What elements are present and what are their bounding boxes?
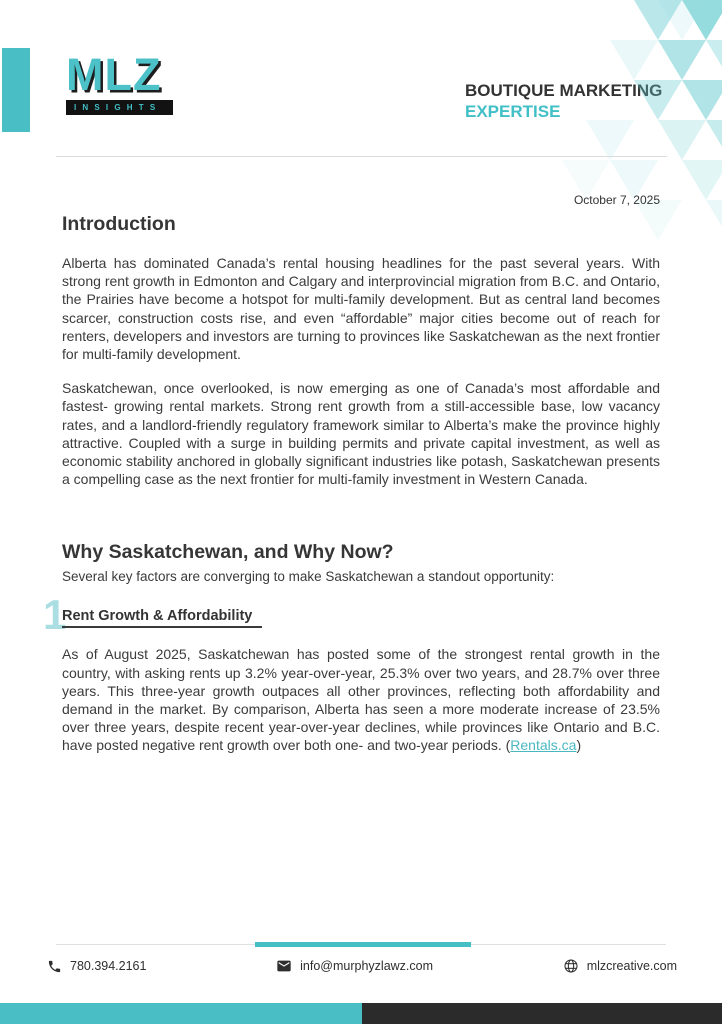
logo-wordmark: MLZ [66, 49, 162, 100]
logo-subtext: INSIGHTS [66, 100, 173, 115]
bottom-accent-bars [0, 1003, 722, 1024]
bottom-bar-teal [0, 1003, 362, 1024]
footer-phone-text: 780.394.2161 [70, 959, 147, 973]
footer-divider-accent [255, 942, 471, 947]
footer-contacts [0, 958, 722, 974]
tagline-line2: EXPERTISE [465, 102, 561, 121]
intro-heading: Introduction [62, 213, 176, 235]
footer-email[interactable] [276, 958, 433, 974]
tagline-line1: BOUTIQUE MARKETING [465, 81, 663, 100]
mlz-logo [66, 49, 173, 115]
document-body [43, 157, 660, 755]
footer-email-text: info@murphyzlawz.com [300, 959, 434, 973]
intro-paragraph-1: Alberta has dominated Canada’s rental housing headlines for the past several years. With strong rent growth in Edmonton and Calgary and interprovincial migration from B.C. and Ontario, the Prairies have become a hotspot for multi-family development. But as central land becomes scarcer, construction costs rise, and even “affordable” major cities become out of reach for renters, developers and investors are turning to provinces like Saskatchewan as the next frontier for multi-family development. [62, 255, 660, 363]
envelope-icon [276, 958, 292, 974]
document-date: October 7, 2025 [573, 193, 660, 207]
intro-paragraph-2: Saskatchewan, once overlooked, is now emerging as one of Canada’s most affordable and fastest- growing rental markets. Strong rent growth from a still-accessible base, low vacancy rates, and a landlord-friendly regulatory framework similar to Alberta’s make the province highly attractive. Coupled with a surge in building permits and private capital investment, as well as economic stability anchored in globally significant industries like potash, Saskatchewan presents a compelling case as the next frontier for multi-family investment in Western Canada. [62, 380, 660, 488]
phone-icon [47, 959, 62, 974]
paragraph-text-before-link: As of August 2025, Saskatchewan has posted some of the strongest rental growth in the country, with asking rents up 3.2% year-over-year, 25.3% over two years, and 28.7% over three years. This three-year growth outpaces all other provinces, reflecting both affordability and demand in the market. By comparison, Alberta has seen a more moderate increase of 23.5% over three years, despite recent year-over-year declines, while provinces like Ontario and B.C. have posted negative rent growth over both one- and two-year periods. ( [62, 646, 660, 754]
paragraph-text-after-link: ) [576, 737, 582, 754]
why-subtitle: Several key factors are converging to make Saskatchewan a standout opportunity: [62, 569, 555, 585]
globe-icon [563, 958, 579, 974]
rentals-ca-link[interactable]: Rentals.ca [510, 737, 577, 754]
list-item-1-number: 1 [43, 591, 67, 639]
footer-divider [56, 942, 666, 948]
list-item-1-paragraph [62, 645, 660, 754]
list-item-1-title: Rent Growth & Affordability [62, 608, 262, 628]
list-item-1-header [43, 591, 660, 639]
footer-phone[interactable] [47, 959, 146, 974]
left-accent-bar [2, 48, 30, 132]
footer-website[interactable] [563, 958, 677, 974]
footer-website-text: mlzcreative.com [586, 959, 677, 973]
bottom-bar-dark [362, 1003, 722, 1024]
why-heading: Why Saskatchewan, and Why Now? [62, 541, 394, 564]
